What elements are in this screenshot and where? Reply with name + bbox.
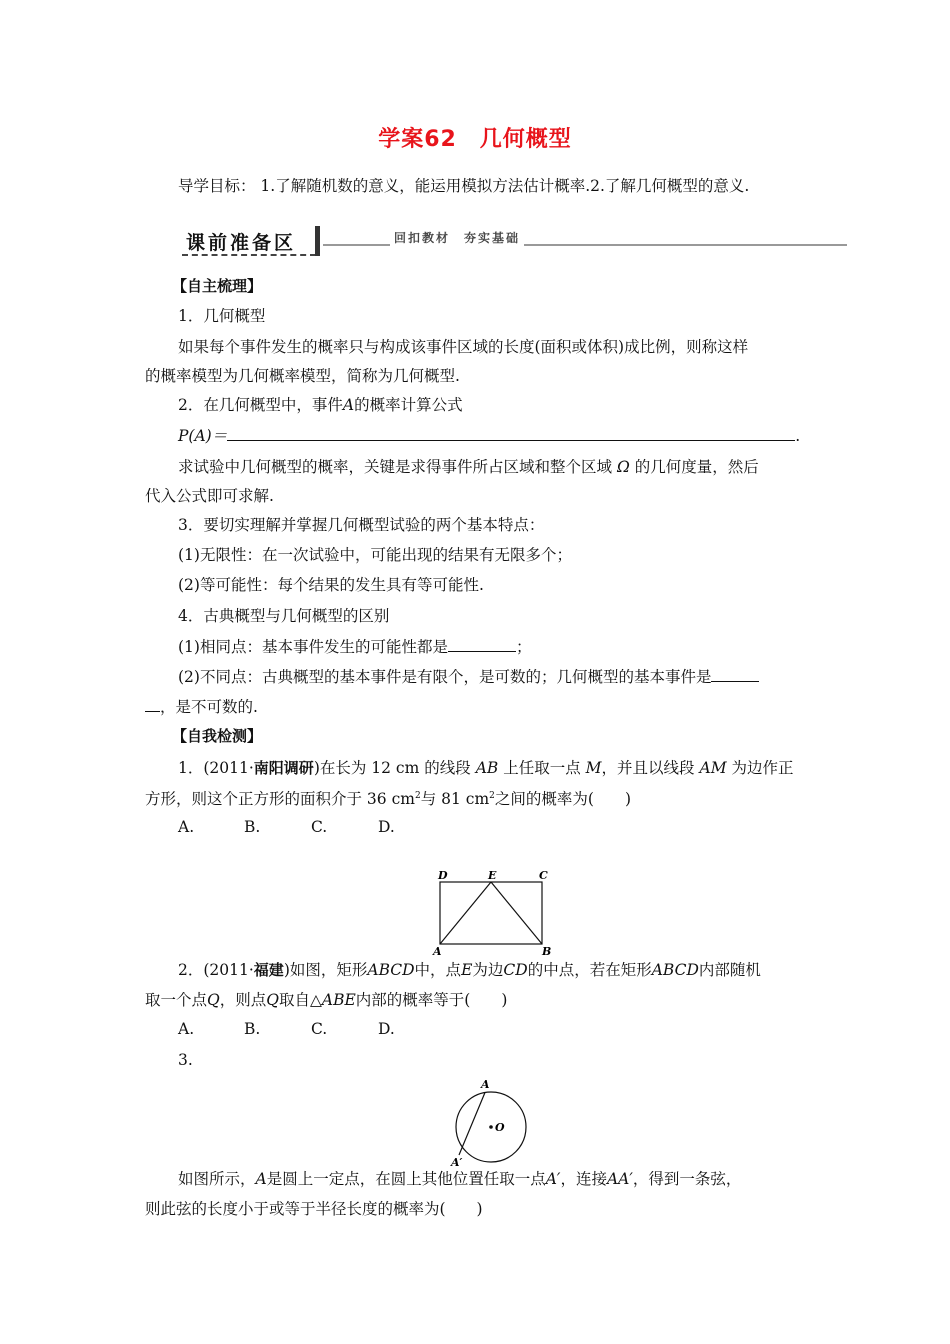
question-2-options <box>0 1020 950 1040</box>
review-item-1-line-1: 如果每个事件发生的概率只与构成该事件区域的长度(面积或体积)成比例，则称这样 <box>178 338 749 356</box>
question-2-source: 福建 <box>253 961 284 979</box>
label-o: O <box>495 1121 505 1134</box>
question-1-line-2: 方形，则这个正方形的面积介于 36 $cm^2$与 81 $cm^2$之间的概率为( ) <box>145 790 632 808</box>
question-1-line-1: 1．(2011·南阳调研)在长为 12 cm 的线段 AB 上任取一点 M，并且以线段 AM 为边作正 <box>178 759 794 777</box>
rectangle-abcd <box>440 882 542 944</box>
label-a-prime: A′ <box>451 1156 463 1167</box>
review-item-2-line-2: 代入公式即可求解. <box>145 487 274 505</box>
option-c[interactable]: C. <box>311 818 328 836</box>
section-header <box>178 222 848 258</box>
segment-ae <box>440 882 491 944</box>
review-item-4-point-2-line-1: (2)不同点：古典概型的基本事件是有限个，是可数的；几何概型的基本事件是 <box>178 665 759 687</box>
circle-figure <box>445 1075 535 1167</box>
review-item-3-point-2: (2)等可能性：每个结果的发生具有等可能性. <box>178 576 484 594</box>
section-title-underline <box>182 254 316 256</box>
question-1-source: 南阳调研 <box>253 759 314 777</box>
label-d: D <box>438 869 448 882</box>
option-b[interactable]: B. <box>244 818 261 836</box>
formula-lhs: P(A)＝ <box>178 427 228 445</box>
option-a[interactable]: A. <box>178 818 195 836</box>
review-item-4-head: 4．古典概型与几何概型的区别 <box>178 607 390 625</box>
review-item-4-point-1: (1)相同点：基本事件发生的可能性都是 ； <box>178 638 532 656</box>
same-point-blank[interactable] <box>448 637 516 652</box>
difference-blank-part-1[interactable] <box>711 667 759 682</box>
option-d[interactable]: D. <box>378 1020 395 1038</box>
label-c: C <box>539 869 548 882</box>
option-c[interactable]: C. <box>311 1020 328 1038</box>
chord-aa-prime <box>459 1093 485 1156</box>
option-b[interactable]: B. <box>244 1020 261 1038</box>
question-2-line-1: 2．(2011·福建)如图，矩形ABCD中，点E为边CD的中点，若在矩形ABCD内部随机 <box>178 961 761 979</box>
section-title: 课前准备区 <box>186 232 297 254</box>
probability-formula: P(A)＝ . <box>178 427 801 445</box>
self-test-heading: 【自我检测】 <box>172 727 263 745</box>
label-a: A <box>433 945 442 958</box>
section-subtitle: 回扣教材 夯实基础 <box>390 229 524 246</box>
review-item-2-line-1: 求试验中几何概型的概率，关键是求得事件所占区域和整个区域 Ω 的几何度量，然后 <box>178 458 759 476</box>
question-3-line-2: 则此弦的长度小于或等于半径长度的概率为( ) <box>145 1200 483 1218</box>
formula-blank[interactable] <box>227 426 795 441</box>
label-e: E <box>488 869 497 882</box>
option-d[interactable]: D. <box>378 818 395 836</box>
segment-be <box>491 882 542 944</box>
question-3-number: 3. <box>178 1051 193 1069</box>
section-divider-mark <box>315 226 320 256</box>
learning-goal: 导学目标： 1.了解随机数的意义，能运用模拟方法估计概率.2.了解几何概型的意义. <box>178 177 750 195</box>
review-item-1-head: 1．几何概型 <box>178 307 266 325</box>
review-item-3-head: 3．要切实理解并掌握几何概型试验的两个基本特点： <box>178 516 545 534</box>
review-item-1-line-2: 的概率模型为几何概率模型，简称为几何概型. <box>145 367 460 385</box>
review-item-4-point-2-line-2: ，是不可数的. <box>145 695 258 717</box>
difference-blank-part-2[interactable] <box>145 697 160 712</box>
review-item-2-head: 2．在几何概型中，事件A的概率计算公式 <box>178 396 463 414</box>
question-3-line-1: 如图所示，A是圆上一定点，在圆上其他位置任取一点A′，连接AA′，得到一条弦， <box>178 1170 742 1188</box>
rectangle-abcd-figure <box>430 866 555 958</box>
question-1-options <box>0 818 950 838</box>
center-point <box>489 1125 493 1129</box>
page-title: 学案62 几何概型 <box>378 127 572 152</box>
self-review-heading: 【自主梳理】 <box>172 277 263 295</box>
label-b: B <box>542 945 552 958</box>
question-2-line-2: 取一个点Q，则点Q取自△ABE内部的概率等于( ) <box>145 991 508 1009</box>
review-item-3-point-1: (1)无限性：在一次试验中，可能出现的结果有无限多个； <box>178 546 572 564</box>
label-a: A <box>481 1078 490 1091</box>
option-a[interactable]: A. <box>178 1020 195 1038</box>
